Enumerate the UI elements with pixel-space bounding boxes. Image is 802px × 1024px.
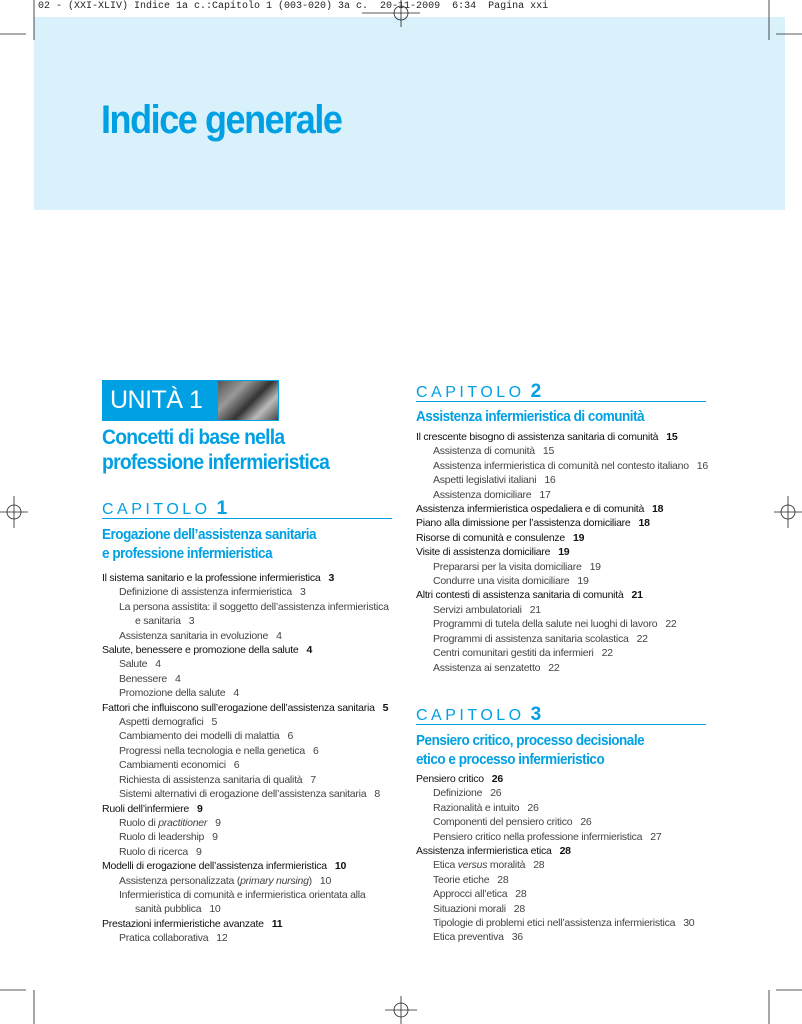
entry-text: La persona assistita: il soggetto dell’assistenza infermieristica e sanitaria	[119, 600, 389, 628]
entry-text: Assistenza di comunità	[433, 445, 535, 458]
entry-page-number: 7	[310, 773, 316, 786]
entry-page-number: 4	[276, 629, 282, 642]
entry-text: Modelli di erogazione dell’assistenza infermieristica	[102, 860, 327, 873]
entry-text: Infermieristica di comunità e infermieristica orientata alla sanità pubblica	[119, 888, 366, 916]
entry-text: Prestazioni infermieristiche avanzate	[102, 917, 264, 930]
entry-text: Progressi nella tecnologia e nella genetica	[119, 744, 305, 757]
entry-page-number: 19	[573, 531, 585, 544]
entry-page-number: 9	[212, 831, 218, 844]
entry-text: Assistenza infermieristica ospedaliera e di comunità	[416, 503, 645, 516]
chapter-1-toc	[102, 571, 394, 946]
unit-badge	[102, 380, 279, 421]
toc-section-entry	[102, 643, 394, 657]
entry-page-number: 19	[558, 546, 570, 559]
entry-page-number: 3	[328, 572, 335, 584]
entry-text: Assistenza infermieristica etica	[416, 845, 552, 858]
entry-page-number: 36	[511, 931, 523, 944]
toc-subsection-entry	[416, 930, 716, 944]
entry-page-number: 3	[188, 615, 195, 628]
entry-page-number: 26	[580, 816, 592, 829]
entry-page-number: 28	[559, 845, 571, 858]
chapter-1-heading	[102, 498, 392, 519]
entry-text: Visite di assistenza domiciliare	[416, 546, 551, 559]
entry-page-number: 27	[650, 830, 662, 843]
entry-page-number: 6	[287, 730, 294, 743]
unit-photo	[218, 381, 278, 420]
entry-page-number: 18	[638, 517, 650, 530]
entry-page-number: 16	[696, 459, 708, 472]
entry-text: Altri contesti di assistenza sanitaria di comunità	[416, 589, 624, 602]
toc-subsection-entry	[416, 646, 716, 660]
chapter-2-toc	[416, 430, 716, 675]
entry-page-number: 11	[271, 917, 283, 930]
entry-page-number: 28	[515, 888, 527, 901]
toc-subsection-entry	[416, 786, 716, 800]
toc-subsection-entry	[102, 816, 394, 830]
chapter-title-line2: etico e processo infermieristico	[416, 752, 605, 768]
entry-page-number: 15	[666, 431, 678, 443]
entry-text: Cambiamento dei modelli di malattia	[119, 730, 280, 743]
entry-text-after: )	[308, 874, 312, 887]
entry-page-number: 19	[589, 560, 601, 573]
toc-section-entry	[416, 531, 716, 545]
entry-text: Ruoli dell’infermiere	[102, 802, 189, 815]
toc-subsection-entry	[102, 744, 394, 758]
entry-page-number: 6	[312, 744, 319, 757]
toc-subsection-entry	[416, 459, 716, 473]
entry-text: Benessere	[119, 672, 167, 685]
entry-text: Definizione	[433, 787, 483, 800]
entry-page-number: 26	[491, 773, 503, 785]
entry-page-number: 4	[306, 644, 313, 657]
entry-page-number: 17	[539, 488, 551, 501]
chapter-number: 2	[530, 381, 542, 402]
entry-page-number: 22	[601, 647, 613, 660]
entry-page-number: 9	[195, 845, 202, 858]
toc-subsection-entry	[102, 715, 394, 729]
toc-subsection-entry	[102, 758, 394, 772]
entry-text: Promozione della salute	[119, 687, 226, 700]
entry-text: Etica preventiva	[433, 931, 504, 944]
toc-section-entry	[102, 802, 394, 816]
unit-title-line2: professione infermieristica	[102, 451, 330, 474]
entry-text: Ruolo di leadership	[119, 831, 205, 844]
entry-text: Aspetti demografici	[119, 716, 204, 729]
entry-page-number: 21	[631, 589, 643, 602]
entry-text-italic: versus	[457, 859, 488, 872]
entry-text: Risorse di comunità e consulenze	[416, 531, 565, 544]
chapter-title-line1: Assistenza infermieristica di comunità	[416, 409, 645, 425]
toc-subsection-entry	[102, 672, 394, 686]
toc-subsection-entry	[416, 887, 716, 901]
toc-subsection-entry	[102, 657, 394, 671]
entry-page-number: 21	[529, 603, 541, 616]
entry-page-number: 5	[211, 716, 218, 729]
entry-page-number: 22	[636, 632, 648, 645]
toc-subsection-entry	[416, 560, 716, 574]
entry-text: Servizi ambulatoriali	[433, 603, 522, 616]
unit-title	[102, 425, 329, 475]
entry-text: Sistemi alternativi di erogazione dell’assistenza sanitaria	[119, 788, 367, 801]
chapter-word: CAPITOLO	[416, 384, 525, 401]
entry-page-number: 28	[533, 859, 545, 872]
toc-subsection-entry	[102, 585, 394, 599]
entry-page-number: 18	[652, 503, 664, 516]
toc-section-entry	[102, 571, 394, 585]
toc-subsection-entry	[416, 603, 716, 617]
toc-section-entry	[102, 701, 394, 715]
toc-section-entry	[416, 588, 716, 602]
entry-page-number: 10	[334, 860, 347, 873]
entry-text: Razionalità e intuito	[433, 801, 520, 814]
entry-text: Assistenza domiciliare	[433, 488, 532, 501]
toc-subsection-entry	[416, 830, 716, 844]
entry-text: Aspetti legislativi italiani	[433, 474, 537, 487]
entry-text: Teorie etiche	[433, 873, 490, 886]
toc-section-entry	[102, 859, 394, 873]
entry-text: Assistenza ai senzatetto	[433, 661, 541, 674]
entry-text: Situazioni morali	[433, 902, 506, 915]
entry-text: Pensiero critico	[416, 773, 484, 785]
entry-page-number: 9	[215, 816, 221, 829]
toc-subsection-entry	[416, 574, 716, 588]
toc-subsection-entry	[102, 830, 394, 844]
entry-page-number: 16	[544, 474, 556, 487]
toc-section-entry	[416, 502, 716, 516]
chapter-2-heading	[416, 381, 706, 402]
toc-subsection-entry	[416, 473, 716, 487]
unit-title-line1: Concetti di base nella	[102, 426, 285, 449]
entry-text: Il crescente bisogno di assistenza sanitaria di comunità	[416, 431, 659, 443]
entry-page-number: 28	[513, 902, 525, 915]
chapter-3-heading	[416, 704, 706, 725]
entry-page-number: 26	[527, 801, 539, 814]
toc-section-entry	[416, 430, 716, 444]
toc-section-entry	[416, 545, 716, 559]
entry-page-number: 22	[665, 618, 677, 631]
entry-text: Prepararsi per la visita domiciliare	[433, 560, 582, 573]
entry-page-number: 4	[174, 672, 181, 685]
toc-subsection-entry	[416, 632, 716, 646]
toc-subsection-entry	[416, 815, 716, 829]
entry-page-number: 3	[300, 586, 306, 599]
entry-text: Definizione di assistenza infermieristica	[119, 586, 292, 599]
entry-text: Condurre una visita domiciliare	[433, 575, 570, 588]
entry-text: Ruolo di	[119, 816, 159, 829]
entry-text: Fattori che influiscono sull’erogazione dell’assistenza sanitaria	[102, 701, 375, 714]
toc-subsection-entry	[102, 773, 394, 787]
toc-subsection-entry	[102, 600, 394, 629]
entry-text: Centri comunitari gestiti da infermieri	[433, 647, 594, 660]
toc-subsection-entry	[416, 488, 716, 502]
toc-subsection-entry	[102, 888, 394, 917]
print-slug: 02 - (XXI-XLIV) Indice 1a c.:Capitolo 1 (003-020) 3a c. 20-11-2009 6:34 Pagina xxi	[38, 1, 549, 12]
entry-text: Pratica collaborativa	[119, 932, 209, 945]
chapter-2-title	[416, 408, 644, 427]
toc-subsection-entry	[102, 729, 394, 743]
entry-text: Programmi di tutela della salute nei luoghi di lavoro	[433, 618, 658, 631]
entry-text: Il sistema sanitario e la professione infermieristica	[102, 572, 321, 584]
entry-page-number: 9	[196, 802, 203, 815]
entry-page-number: 6	[233, 759, 240, 772]
entry-text: Approcci all’etica	[433, 888, 508, 901]
entry-text-after: moralità	[487, 859, 526, 872]
toc-subsection-entry	[416, 858, 716, 872]
chapter-title-line1: Erogazione dell’assistenza sanitaria	[102, 527, 317, 543]
entry-page-number: 5	[382, 701, 389, 714]
chapter-3-title	[416, 732, 644, 770]
toc-subsection-entry	[416, 916, 716, 930]
chapter-word: CAPITOLO	[416, 707, 525, 724]
entry-text: Ruolo di ricerca	[119, 845, 188, 858]
entry-page-number: 28	[497, 873, 509, 886]
toc-subsection-entry	[416, 902, 716, 916]
chapter-number: 3	[530, 704, 542, 725]
toc-section-entry	[416, 772, 716, 786]
toc-subsection-entry	[102, 931, 394, 945]
toc-subsection-entry	[102, 845, 394, 859]
chapter-word: CAPITOLO	[102, 501, 211, 518]
entry-page-number: 15	[542, 445, 555, 458]
toc-subsection-entry	[416, 801, 716, 815]
entry-page-number: 30	[683, 917, 695, 930]
entry-text: Pensiero critico nella professione infermieristica	[433, 830, 643, 843]
entry-page-number: 10	[209, 903, 221, 916]
entry-page-number: 12	[216, 932, 228, 945]
toc-section-entry	[416, 844, 716, 858]
entry-text-italic: primary nursing	[240, 874, 309, 887]
entry-page-number: 26	[490, 787, 502, 800]
entry-text: Cambiamenti economici	[119, 759, 226, 772]
entry-page-number: 4	[155, 658, 161, 671]
entry-text: Tipologie di problemi etici nell’assistenza infermieristica	[433, 917, 676, 930]
unit-label: UNITÀ 1	[110, 386, 203, 414]
entry-text: Assistenza personalizzata (	[119, 874, 241, 887]
toc-subsection-entry	[102, 787, 394, 801]
entry-text: Salute, benessere e promozione della salute	[102, 644, 299, 657]
entry-page-number: 8	[374, 788, 380, 801]
entry-text: Assistenza sanitaria in evoluzione	[119, 629, 269, 642]
entry-text: Salute	[119, 658, 148, 671]
chapter-title-line1: Pensiero critico, processo decisionale	[416, 733, 645, 749]
entry-page-number: 19	[577, 575, 589, 588]
toc-section-entry	[416, 516, 716, 530]
chapter-1-title	[102, 526, 316, 564]
toc-subsection-entry	[416, 617, 716, 631]
toc-subsection-entry	[102, 686, 394, 700]
toc-section-entry	[102, 917, 394, 931]
chapter-3-toc	[416, 772, 716, 945]
entry-text: Piano alla dimissione per l’assistenza domiciliare	[416, 517, 631, 530]
chapter-number: 1	[216, 498, 228, 519]
entry-text-italic: practitioner	[158, 816, 208, 829]
entry-text: Componenti del pensiero critico	[433, 816, 573, 829]
toc-subsection-entry	[416, 873, 716, 887]
entry-page-number: 10	[319, 874, 332, 887]
toc-subsection-entry	[102, 629, 394, 643]
entry-text: Programmi di assistenza sanitaria scolastica	[433, 632, 629, 645]
entry-page-number: 22	[548, 661, 560, 674]
entry-text: Assistenza infermieristica di comunità nel contesto italiano	[433, 459, 689, 472]
entry-page-number: 4	[233, 687, 239, 700]
entry-text: Etica	[433, 859, 458, 872]
chapter-title-line2: e professione infermieristica	[102, 546, 273, 562]
toc-subsection-entry	[416, 444, 716, 458]
toc-subsection-entry	[416, 661, 716, 675]
page-title: Indice generale	[101, 98, 342, 142]
entry-text: Richiesta di assistenza sanitaria di qualità	[119, 773, 303, 786]
toc-subsection-entry	[102, 874, 394, 888]
